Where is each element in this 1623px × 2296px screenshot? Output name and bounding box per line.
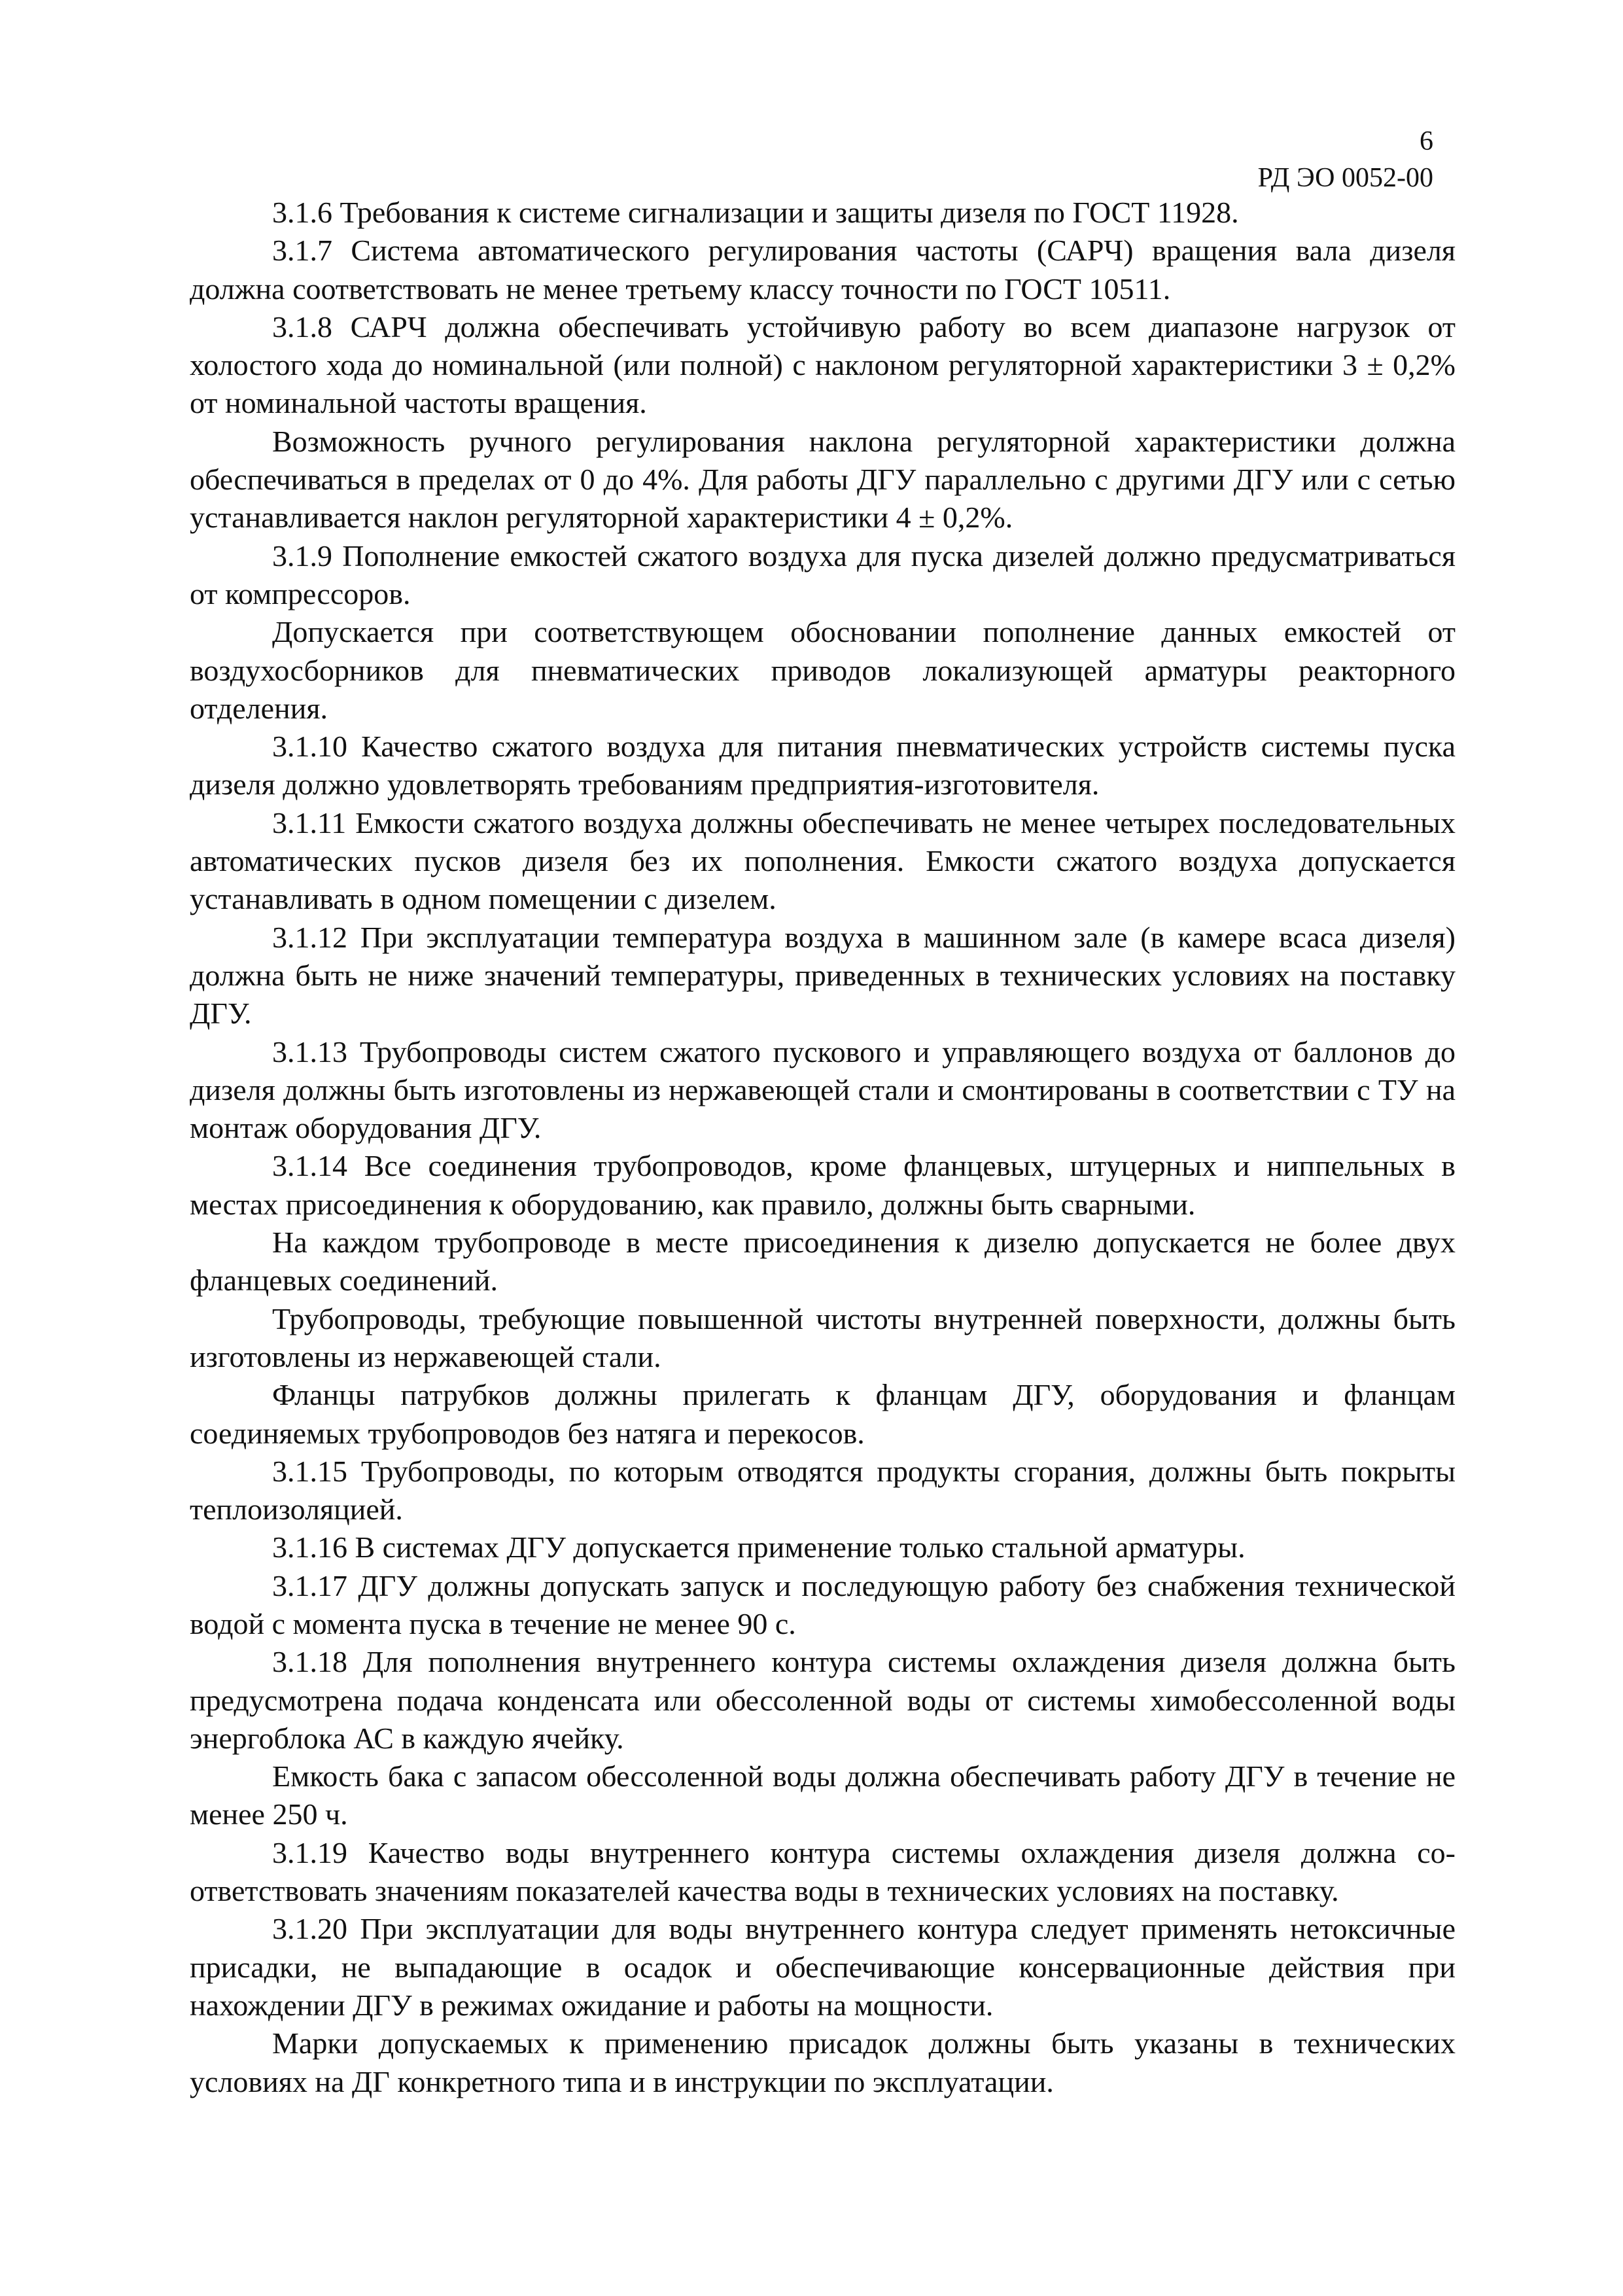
paragraph-3-1-20: 3.1.20 При эксплуатации для воды внутреннего контура следует применять нетоксичные присадки, не выпадающие в осадок и обеспечивающие консервационные действия при нахождении ДГУ в режимах ожидание и работы на мощности. — [190, 1912, 1456, 2022]
paragraph-3-1-11: 3.1.11 Емкости сжатого воздуха должны обеспечивать не менее четырех последовательных автоматических пусков дизеля без их пополнения. Емкости сжатого воздуха допускается устанавливать в одном помещении с дизелем. — [190, 805, 1456, 916]
paragraph-3-1-8: 3.1.8 САРЧ должна обеспечивать устойчивую работу во всем диапазоне нагрузок от холостого хода до номинальной (или полной) с наклоном регуляторной характеристики 3 ± 0,2% от номинальной частоты вращения. — [190, 309, 1456, 420]
paragraph-3-1-13: 3.1.13 Трубопроводы систем сжатого пускового и управляющего воздуха от баллонов до дизеля должны быть изготовлены из нержавеющей стали и смонтированы в соответствии с ТУ на монтаж оборудования ДГУ. — [190, 1034, 1456, 1145]
body-text — [190, 194, 1456, 2101]
paragraph-3-1-12: 3.1.12 При эксплуатации температура воздуха в машинном зале (в камере всаса дизеля) должна быть не ниже значений температуры, приведенных в технических условиях на поставку ДГУ. — [190, 920, 1456, 1031]
paragraph-3-1-9-continued: Допускается при соответствующем обосновании пополнение данных емкостей от воздухосборников для пневматических приводов локализующей арматуры реакторного отделения. — [190, 615, 1456, 725]
page-number: 6 — [1420, 126, 1433, 156]
paragraph-3-1-16: 3.1.16 В системах ДГУ допускается применение только стальной арматуры. — [272, 1530, 1246, 1564]
paragraph-3-1-18: 3.1.18 Для пополнения внутреннего контура системы охлаждения дизеля должна быть предусмотрена подача конденсата или обессоленной воды от системы химобессоленной воды энергоблока АС в каждую ячейку. — [190, 1645, 1456, 1755]
paragraph-3-1-14-stainless: Трубопроводы, требующие повышенной чистоты внутренней поверхности, должны быть изготовлены из нержавеющей стали. — [190, 1301, 1456, 1373]
paragraph-3-1-10: 3.1.10 Качество сжатого воздуха для питания пневматических устройств системы пуска дизеля должно удовлетворять требованиям предприятия-изготовителя. — [190, 730, 1456, 802]
paragraph-3-1-20-continued: Марки допускаемых к применению присадок должны быть указаны в технических условиях на ДГ конкретного типа и в инструкции по эксплуатации. — [190, 2026, 1456, 2098]
paragraph-3-1-14: 3.1.14 Все соединения трубопроводов, кроме фланцевых, штуцерных и ниппельных в местах присоединения к оборудованию, как правило, должны быть сварными. — [190, 1149, 1456, 1221]
paragraph-3-1-17: 3.1.17 ДГУ должны допускать запуск и последующую работу без снабжения технической водой с момента пуска в течение не менее 90 с. — [190, 1568, 1456, 1640]
paragraph-3-1-14-flanges: Фланцы патрубков должны прилегать к фланцам ДГУ, оборудования и фланцам соединяемых трубопроводов без натяга и перекосов. — [190, 1378, 1456, 1450]
paragraph-3-1-9: 3.1.9 Пополнение емкостей сжатого воздуха для пуска дизелей должно предусматриваться от компрессоров. — [190, 539, 1456, 610]
paragraph-3-1-14-flange-count: На каждом трубопроводе в месте присоединения к дизелю допускается не более двух фланцевых соединений. — [190, 1226, 1456, 1298]
paragraph-3-1-19: 3.1.19 Качество воды внутреннего контура системы охлаждения дизеля должна соответствовать значениям показателей качества воды в технических условиях на поставку. — [190, 1835, 1456, 1908]
paragraph-3-1-15: 3.1.15 Трубопроводы, по которым отводятся продукты сгорания, должны быть покрыты теплоизоляцией. — [190, 1454, 1456, 1527]
paragraph-3-1-18-continued: Емкость бака с запасом обессоленной воды должна обеспечивать работу ДГУ в течение не менее 250 ч. — [190, 1759, 1456, 1831]
paragraph-3-1-6: 3.1.6 Требования к системе сигнализации и защиты дизеля по ГОСТ 11928. — [272, 196, 1239, 229]
paragraph-3-1-7: 3.1.7 Система автоматического регулирования частоты (САРЧ) вращения вала дизеля должна соответствовать не менее третьему классу точности по ГОСТ 10511. — [190, 234, 1456, 306]
paragraph-3-1-8-continued: Возможность ручного регулирования наклона регуляторной характеристики должна обеспечиваться в пределах от 0 до 4%. Для работы ДГУ параллельно с другими ДГУ или с сетью устанавливается наклон регуляторной характеристики 4 ± 0,2%. — [190, 424, 1456, 535]
document-code: РД ЭО 0052-00 — [1257, 163, 1433, 193]
